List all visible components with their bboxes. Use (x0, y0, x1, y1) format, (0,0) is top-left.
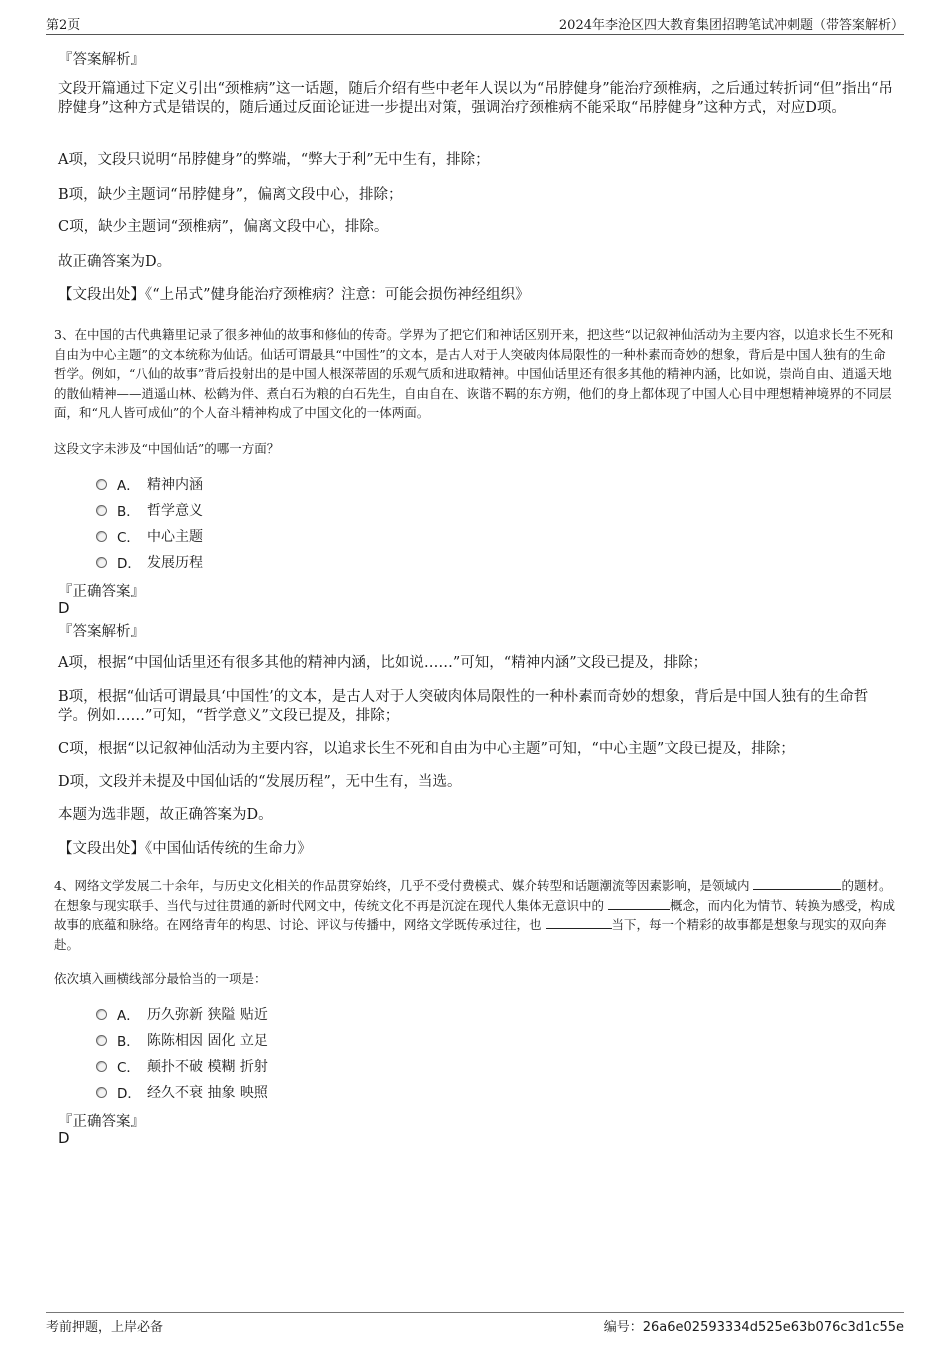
q4-answer-heading: 『正确答案』 (58, 1114, 145, 1130)
radio-icon[interactable] (96, 531, 107, 542)
q2-conclusion: 故正确答案为D。 (58, 254, 172, 270)
q3-conclusion: 本题为选非题，故正确答案为D。 (58, 807, 273, 823)
q2-analysis-intro: 文段开篇通过下定义引出“颈椎病”这一话题，随后介绍有些中老年人误以为“吊脖健身”能治疗颈椎病，之后通过转折词“但”指出“吊脖健身”这种方式是错误的，随后通过反面论证进一步提出对策，强调治疗颈椎病不能采取“吊脖健身”这种方式，对应D项。 (58, 81, 893, 116)
q2-analysis-heading: 『答案解析』 (58, 52, 145, 68)
q4-blank-2 (608, 897, 670, 910)
radio-icon[interactable] (96, 1035, 107, 1046)
q2-analysis-option-a: A项，文段只说明“吊脖健身”的弊端，“弊大于利”无中生有，排除； (58, 152, 490, 168)
page-header (46, 14, 904, 35)
q3-options (96, 471, 203, 575)
q3-option-a[interactable]: A． 精神内涵 (96, 471, 203, 497)
q3-answer: D (58, 599, 70, 617)
q4-option-d[interactable]: D． 经久不衰 抽象 映照 (96, 1079, 268, 1105)
q4-passage: 4、网络文学发展二十余年，与历史文化相关的作品贯穿始终，几乎不受付费模式、媒介转型和话题潮流等因素影响，是领域内 的题材。在想象与现实联手、当代与过往贯通的新时代网文中，传统文化不再是沉淀在现代人集体无意识中的 概念，而内化为情节、转换为感受，构成故事的底蕴和脉络。在网络青年的构思、讨论、评议与传播中，网络文学既传承过往，也 当下，每一个精彩的故事都是想象与现实的双向奔赴。 (54, 878, 896, 952)
q3-analysis-option-d: D项，文段并未提及中国仙话的“发展历程”，无中生有，当选。 (58, 774, 462, 790)
q3-analysis-option-a: A项，根据“中国仙话里还有很多其他的精神内涵，比如说……”可知，“精神内涵”文段已提及，排除； (58, 655, 708, 671)
q4-option-c[interactable]: C． 颠扑不破 模糊 折射 (96, 1053, 268, 1079)
q3-option-b[interactable]: B． 哲学意义 (96, 497, 203, 523)
q3-analysis-option-c: C项，根据“以记叙神仙活动为主要内容，以追求长生不死和自由为中心主题”可知，“中心主题”文段已提及，排除； (58, 741, 795, 757)
q4-answer: D (58, 1129, 70, 1147)
radio-icon[interactable] (96, 557, 107, 568)
page-number: 第2页 (46, 18, 81, 33)
q3-answer-heading: 『正确答案』 (58, 584, 145, 600)
radio-icon[interactable] (96, 1087, 107, 1098)
footer-note: 考前押题，上岸必备 (46, 1320, 164, 1335)
radio-icon[interactable] (96, 505, 107, 516)
radio-icon[interactable] (96, 1061, 107, 1072)
q3-source: 【文段出处】《中国仙话传统的生命力》 (58, 841, 312, 857)
document-code: 编号：26a6e02593334d525e63b076c3d1c55e (603, 1320, 904, 1335)
q3-option-d[interactable]: D． 发展历程 (96, 549, 203, 575)
q3-passage: 3、在中国的古代典籍里记录了很多神仙的故事和修仙的传奇。学界为了把它们和神话区别开来，把这些“以记叙神仙活动为主要内容，以追求长生不死和自由为中心主题”的文本统称为仙话。仙话可谓最具“中国性”的文本，是古人对于人突破肉体局限性的一种朴素而奇妙的想象，背后是中国人独有的生命哲学。例如，“八仙的故事”背后投射出的是中国人根深蒂固的乐观气质和进取精神。中国仙话里还有很多其他的精神内涵，比如说，崇尚自由、逍遥天地的散仙精神——逍遥山林、松鹤为伴、煮白石为粮的白石先生，自由自在、诙谐不羁的东方朔，他们的身上都体现了中国人心目中理想精神境界的不同层面，和“凡人皆可成仙”的个人奋斗精神构成了中国文化的一体两面。 (54, 327, 894, 420)
q4-option-a[interactable]: A． 历久弥新 狭隘 贴近 (96, 1001, 268, 1027)
q4-blank-1 (753, 877, 841, 890)
q3-question: 这段文字未涉及“中国仙话”的哪一方面？ (54, 441, 280, 456)
q3-analysis-option-b: B项，根据“仙话可谓最具‘中国性’的文本，是古人对于人突破肉体局限性的一种朴素而奇妙的想象，背后是中国人独有的生命哲学。例如……”可知，“哲学意义”文段已提及，排除； (58, 689, 869, 724)
q2-analysis-option-b: B项，缺少主题词“吊脖健身”，偏离文段中心，排除； (58, 187, 403, 203)
q2-analysis-option-c: C项，缺少主题词“颈椎病”，偏离文段中心，排除。 (58, 219, 389, 235)
q4-option-b[interactable]: B． 陈陈相因 固化 立足 (96, 1027, 268, 1053)
q4-options (96, 1001, 268, 1105)
q2-source: 【文段出处】《“上吊式”健身能治疗颈椎病？注意：可能会损伤神经组织》 (58, 287, 530, 303)
q3-option-c[interactable]: C． 中心主题 (96, 523, 203, 549)
q3-analysis-heading: 『答案解析』 (58, 624, 145, 640)
radio-icon[interactable] (96, 479, 107, 490)
page-footer (46, 1312, 904, 1336)
radio-icon[interactable] (96, 1009, 107, 1020)
q4-question: 依次填入画横线部分最恰当的一项是： (54, 971, 267, 986)
q4-blank-3 (546, 916, 612, 929)
document-title: 2024年李沧区四大教育集团招聘笔试冲刺题（带答案解析） (558, 18, 904, 33)
